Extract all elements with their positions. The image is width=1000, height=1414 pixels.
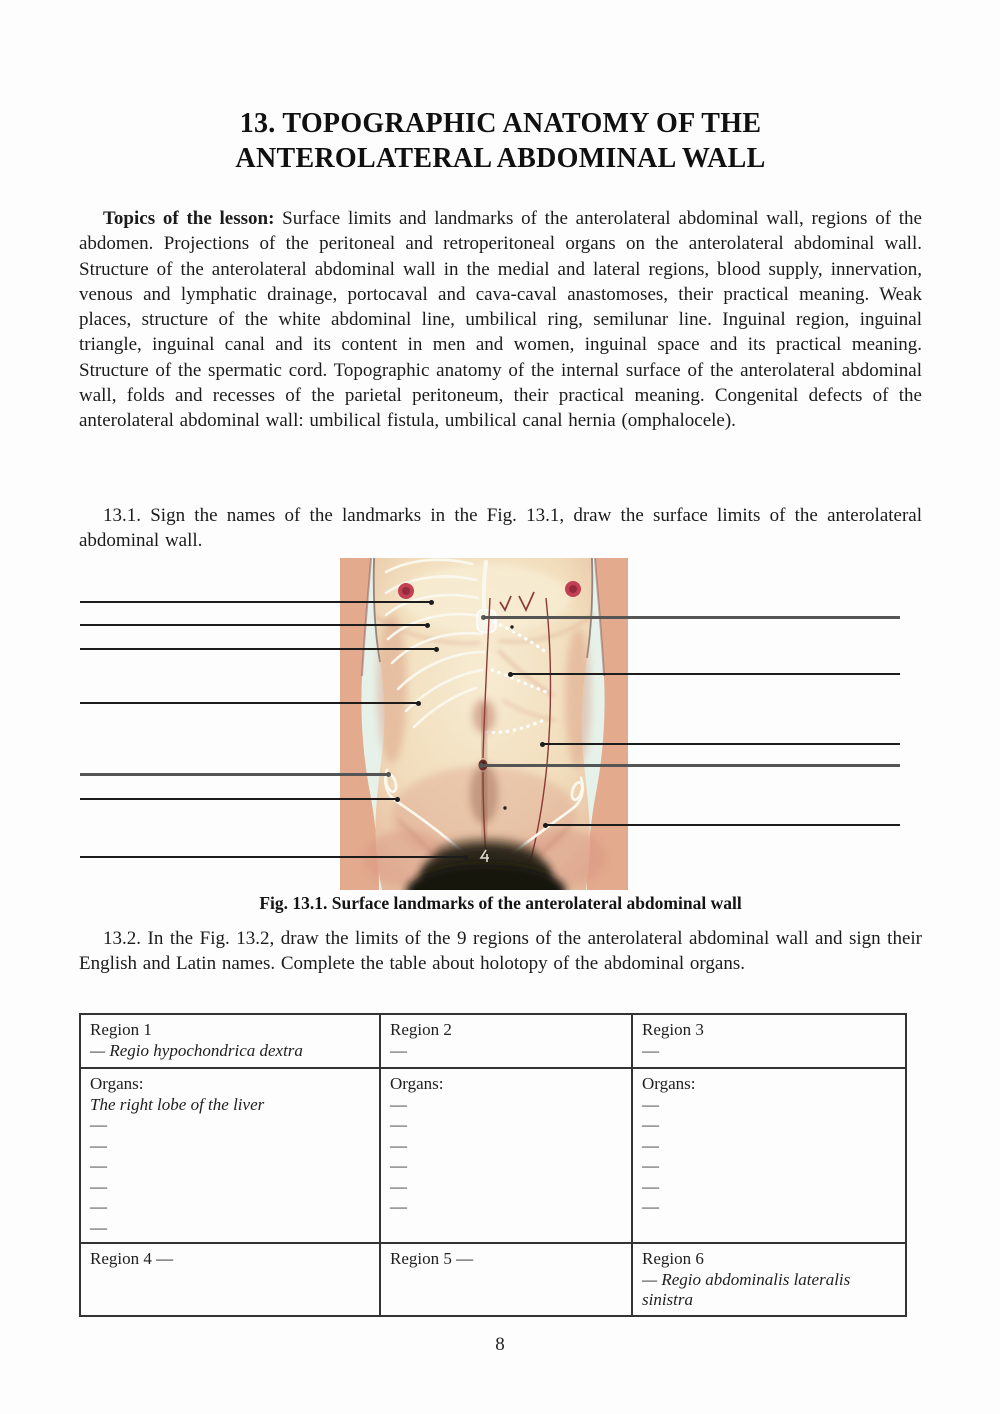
organ-blank: —	[390, 1156, 407, 1175]
answer-line-left-4	[80, 702, 420, 704]
answer-line-left-1	[80, 601, 433, 603]
cell-region-2	[380, 1014, 632, 1068]
region-name: Region 3	[642, 1020, 704, 1039]
organ-blank: —	[642, 1094, 659, 1114]
title-line-1: 13. TOPOGRAPHIC ANATOMY OF THE	[239, 108, 762, 139]
organ-blank: —	[390, 1176, 407, 1196]
organ-blank: —	[642, 1176, 659, 1196]
organ-blank: —	[390, 1094, 407, 1114]
task-13-2-text: 13.2. In the Fig. 13.2, draw the limits of the 9 regions of the anterolateral abdominal wall and sign their English and Latin names. Complete the table about holotopy of the abdominal organs.	[79, 928, 922, 975]
organ-blank: —	[90, 1217, 107, 1237]
organs-label: Organs:	[390, 1074, 444, 1093]
task-13-1-paragraph	[79, 503, 922, 554]
table-row-regions-1-3	[80, 1014, 906, 1068]
cell-organs-3	[632, 1068, 906, 1243]
table-row-regions-4-6	[80, 1243, 906, 1316]
organ-blank: —	[90, 1176, 107, 1196]
answer-line-right-5	[544, 824, 900, 826]
cell-organs-2	[380, 1068, 632, 1243]
topics-paragraph	[79, 206, 922, 434]
answer-line-right-2	[509, 673, 900, 675]
region-latin-name: — Regio hypochondrica dextra	[90, 1040, 303, 1060]
answer-line-left-7	[80, 856, 467, 858]
region-name: Region 2	[390, 1020, 452, 1039]
region-latin-name: — Regio abdominalis lateralis	[642, 1269, 851, 1289]
organ-blank: —	[642, 1135, 659, 1155]
cell-region-5	[380, 1243, 632, 1316]
topics-text: Surface limits and landmarks of the anterolateral abdominal wall, regions of the abdomen. Projections of the peritoneal and retroperitoneal organs on the anterolateral abdominal wall. Structure of the anterolateral abdominal wall in the medial and lateral regions, blood supply, innervation, venous and lymphatic drainage, portocaval and cava-caval anastomoses, their practical meaning. Weak places, structure of the white abdominal line, umbilical ring, semilunar line. Inguinal region, inguinal triangle, inguinal canal and its content in men and women, inguinal space and its practical meaning. Structure of the spermatic cord. Topographic anatomy of the internal surface of the anterolateral abdominal wall, folds and recesses of the parietal peritoneum, their practical meaning. Congenital defects of the anterolateral abdominal wall: umbilical fistula, umbilical canal hernia (omphalocele).	[79, 208, 922, 432]
organ-blank: —	[642, 1115, 659, 1134]
title-line-2: ANTEROLATERAL ABDOMINAL WALL	[235, 143, 766, 174]
answer-line-left-3	[80, 648, 438, 650]
cell-organs-1	[80, 1068, 380, 1243]
figure-caption: Fig. 13.1. Surface landmarks of the anterolateral abdominal wall	[259, 893, 742, 913]
task-13-2-paragraph	[79, 926, 922, 977]
cell-region-3	[632, 1014, 906, 1068]
answer-line-left-5	[80, 773, 390, 776]
topics-label: Topics of the lesson:	[103, 208, 275, 229]
cell-region-6	[632, 1243, 906, 1316]
task-13-1-text: 13.1. Sign the names of the landmarks in the Fig. 13.1, draw the surface limits of the anterolateral abdominal wall.	[79, 505, 922, 552]
table-row-organs	[80, 1068, 906, 1243]
region-latin-blank: —	[390, 1040, 407, 1060]
figure-13-1	[78, 558, 922, 892]
organ-blank: —	[90, 1197, 107, 1216]
organs-label: Organs:	[642, 1074, 696, 1093]
organs-label: Organs:	[90, 1074, 144, 1093]
holotopy-table	[79, 1013, 907, 1317]
organ-blank: —	[642, 1197, 659, 1216]
abdomen-photo	[340, 558, 628, 890]
organ-entry: The right lobe of the liver	[90, 1094, 265, 1114]
region-name: Region 5 —	[390, 1249, 474, 1268]
organ-blank: —	[390, 1135, 407, 1155]
region-latin-name-cont: sinistra	[642, 1290, 694, 1309]
organ-blank: —	[90, 1115, 107, 1134]
organ-blank: —	[642, 1156, 659, 1175]
organ-blank: —	[390, 1115, 407, 1134]
answer-line-right-4	[480, 764, 900, 767]
region-name: Region 4 —	[90, 1249, 174, 1268]
region-name: Region 6	[642, 1249, 704, 1268]
organ-blank: —	[90, 1156, 107, 1175]
region-latin-blank: —	[642, 1040, 659, 1060]
answer-line-left-2	[80, 624, 429, 626]
answer-line-right-1	[482, 616, 900, 619]
answer-line-right-3	[541, 743, 900, 745]
page-number: 8	[495, 1334, 505, 1355]
answer-line-left-6	[80, 798, 399, 800]
cell-region-1	[80, 1014, 380, 1068]
cell-region-4	[80, 1243, 380, 1316]
page-title	[79, 106, 922, 176]
organ-blank: —	[390, 1197, 407, 1216]
region-name: Region 1	[90, 1020, 152, 1039]
organ-blank: —	[90, 1135, 107, 1155]
